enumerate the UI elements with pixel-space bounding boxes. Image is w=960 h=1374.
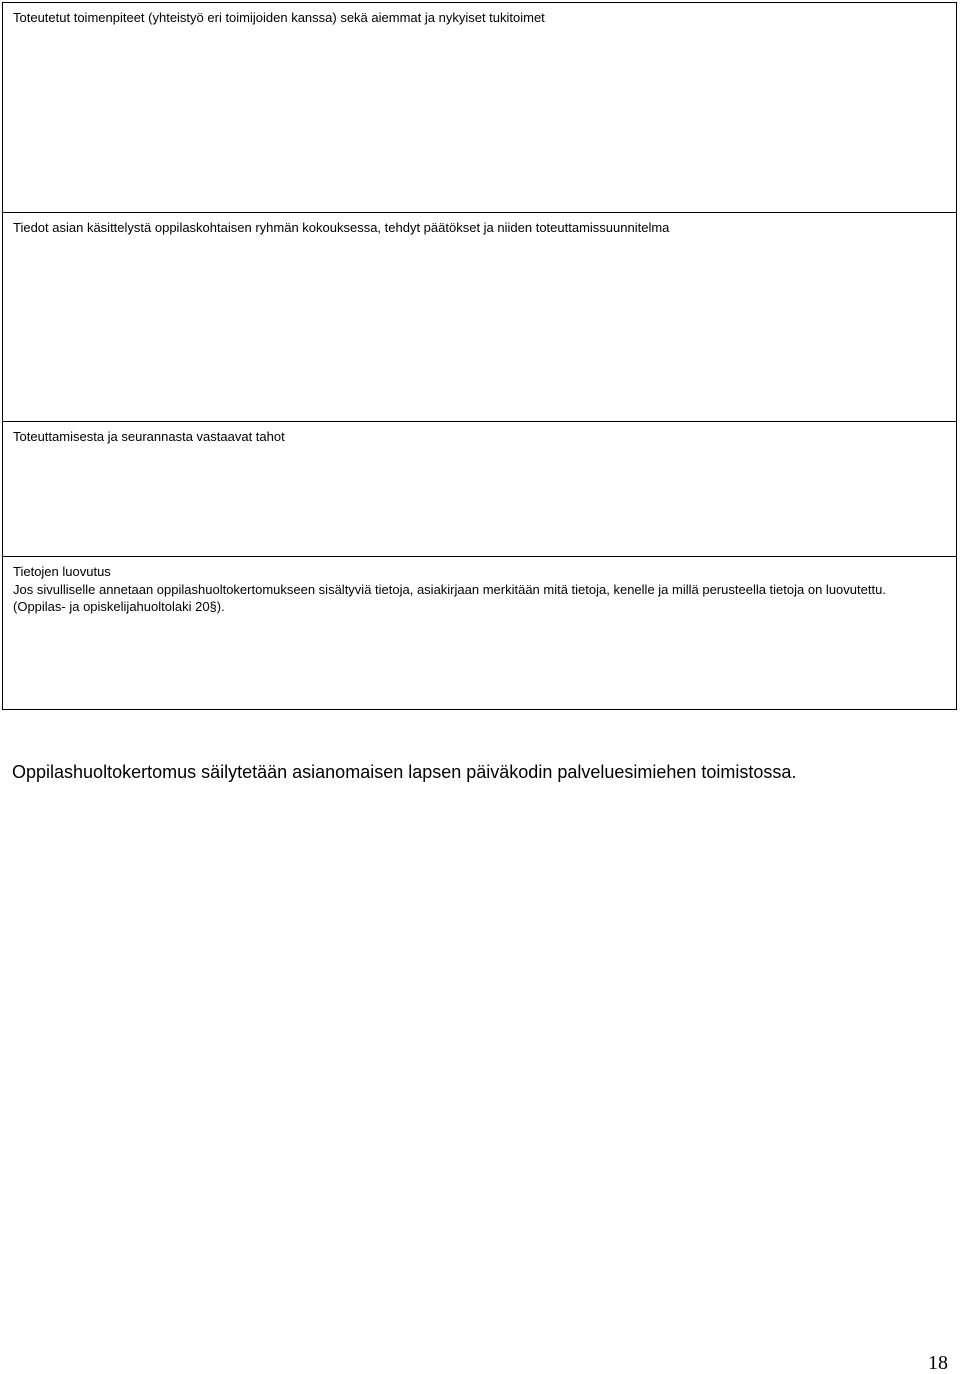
oppilashuolto-form-table	[2, 2, 957, 710]
form-field-tietojen-luovutus[interactable]	[3, 556, 956, 709]
form-field-vastaavat-tahot[interactable]	[3, 421, 956, 556]
page-number: 18	[928, 1352, 948, 1374]
field-description-tietojen-luovutus: Jos sivulliselle annetaan oppilashuoltokertomukseen sisältyviä tietoja, asiakirjaan merkitään mitä tietoja, kenelle ja millä perusteella tietoja on luovutettu. (Oppilas- ja opiskelijahuoltolaki 20§).	[13, 582, 886, 614]
storage-note: Oppilashuoltokertomus säilytetään asianomaisen lapsen päiväkodin palveluesimiehen toimistossa.	[12, 762, 797, 782]
field-label-tietojen-luovutus: Tietojen luovutus	[13, 564, 111, 579]
form-field-toimenpiteet[interactable]	[3, 3, 956, 212]
field-label-toimenpiteet: Toteutetut toimenpiteet (yhteistyö eri toimijoiden kanssa) sekä aiemmat ja nykyiset tukitoimet	[13, 10, 545, 25]
field-label-vastaavat-tahot: Toteuttamisesta ja seurannasta vastaavat tahot	[13, 429, 285, 444]
field-label-kokous-paatokset: Tiedot asian käsittelystä oppilaskohtaisen ryhmän kokouksessa, tehdyt päätökset ja niiden toteuttamissuunnitelma	[13, 220, 670, 235]
form-field-kokous-paatokset[interactable]	[3, 212, 956, 421]
